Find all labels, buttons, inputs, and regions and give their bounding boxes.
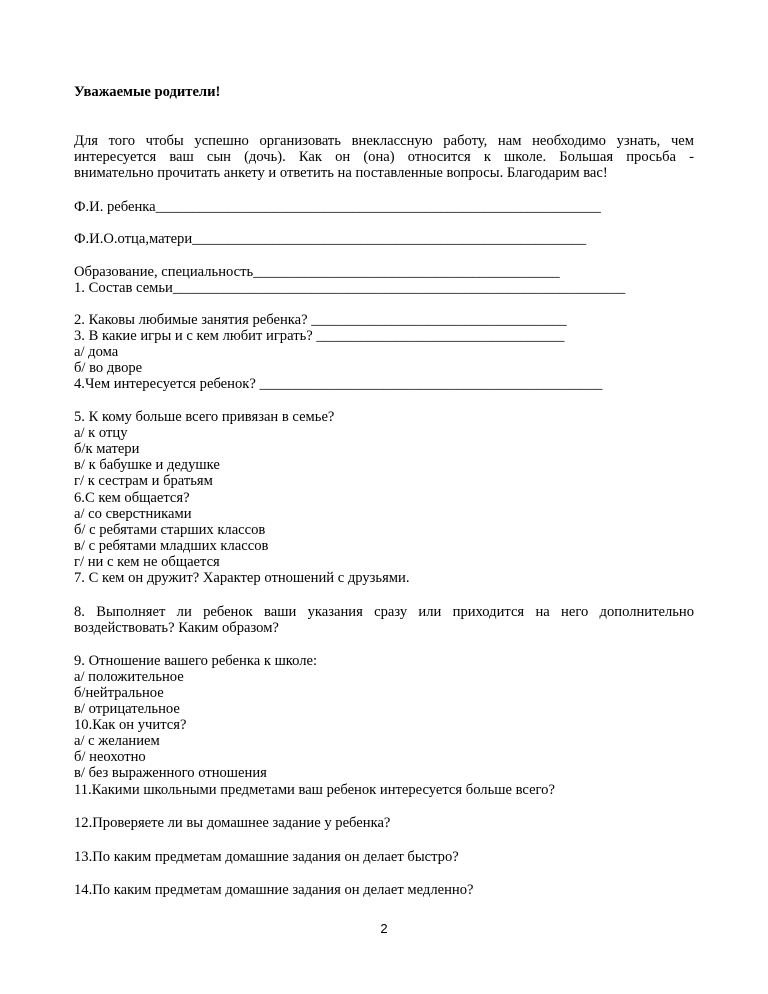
question-3: 3. В какие игры и с кем любит играть? __________________________________ bbox=[74, 328, 565, 344]
question-11: 11.Какими школьными предметами ваш ребенок интересуется больше всего? bbox=[74, 782, 555, 798]
education-label: Образование, специальность bbox=[74, 264, 254, 280]
question-6-option-c: в/ с ребятами младших классов bbox=[74, 538, 269, 554]
family-label: 1. Состав семьи bbox=[74, 280, 173, 296]
parents-name-field bbox=[74, 231, 586, 247]
family-blank[interactable]: ______________________________________________________________ bbox=[172, 280, 626, 296]
question-10: 10.Как он учится? bbox=[74, 717, 187, 733]
question-6-option-a: а/ со сверстниками bbox=[74, 506, 192, 522]
education-field bbox=[74, 264, 560, 280]
questionnaire-page bbox=[74, 0, 696, 994]
family-field bbox=[74, 280, 625, 296]
child-name-field bbox=[74, 199, 601, 215]
question-8-line-1: 8. Выполняет ли ребенок ваши указания сразу или приходится на него дополнительно bbox=[74, 604, 694, 620]
education-blank[interactable]: __________________________________________ bbox=[253, 264, 560, 280]
child-name-label: Ф.И. ребенка bbox=[74, 199, 156, 215]
question-7: 7. С кем он дружит? Характер отношений с друзьями. bbox=[74, 570, 410, 586]
question-14: 14.По каким предметам домашние задания он делает медленно? bbox=[74, 882, 474, 898]
question-10-option-c: в/ без выраженного отношения bbox=[74, 765, 267, 781]
question-5-option-c: в/ к бабушке и дедушке bbox=[74, 457, 220, 473]
question-9: 9. Отношение вашего ребенка к школе: bbox=[74, 653, 318, 669]
question-9-option-a: а/ положительное bbox=[74, 669, 184, 685]
question-6-option-b: б/ с ребятами старших классов bbox=[74, 522, 266, 538]
parents-name-label: Ф.И.О.отца,матери bbox=[74, 231, 193, 247]
heading: Уважаемые родители! bbox=[74, 84, 221, 100]
question-5-option-b: б/к матери bbox=[74, 441, 140, 457]
question-3-option-a: а/ дома bbox=[74, 344, 119, 360]
question-13: 13.По каким предметам домашние задания он делает быстро? bbox=[74, 849, 459, 865]
question-5-option-d: г/ к сестрам и братьям bbox=[74, 473, 213, 489]
question-3-option-b: б/ во дворе bbox=[74, 360, 143, 376]
child-name-blank[interactable]: _____________________________________________________________ bbox=[155, 199, 601, 215]
question-6-option-d: г/ ни с кем не общается bbox=[74, 554, 220, 570]
question-5-option-a: а/ к отцу bbox=[74, 425, 128, 441]
intro-line-1: Для того чтобы успешно организовать внеклассную работу, нам необходимо узнать, чем bbox=[74, 133, 694, 149]
page-number: 2 bbox=[380, 921, 388, 936]
parents-name-blank[interactable]: ______________________________________________________ bbox=[192, 231, 587, 247]
intro-line-3: внимательно прочитать анкету и ответить на поставленные вопросы. Благодарим вас! bbox=[74, 165, 608, 181]
question-8-line-2: воздействовать? Каким образом? bbox=[74, 620, 279, 636]
question-4: 4.Чем интересуется ребенок? _______________________________________________ bbox=[74, 376, 603, 392]
question-9-option-b: б/нейтральное bbox=[74, 685, 164, 701]
question-10-option-a: а/ с желанием bbox=[74, 733, 160, 749]
question-12: 12.Проверяете ли вы домашнее задание у ребенка? bbox=[74, 815, 391, 831]
question-5: 5. К кому больше всего привязан в семье? bbox=[74, 409, 335, 425]
question-2: 2. Каковы любимые занятия ребенка? ___________________________________ bbox=[74, 312, 567, 328]
question-10-option-b: б/ неохотно bbox=[74, 749, 146, 765]
question-9-option-c: в/ отрицательное bbox=[74, 701, 180, 717]
intro-line-2: интересуется ваш сын (дочь). Как он (она) относится к школе. Большая просьба - bbox=[74, 149, 694, 165]
question-6: 6.С кем общается? bbox=[74, 490, 190, 506]
